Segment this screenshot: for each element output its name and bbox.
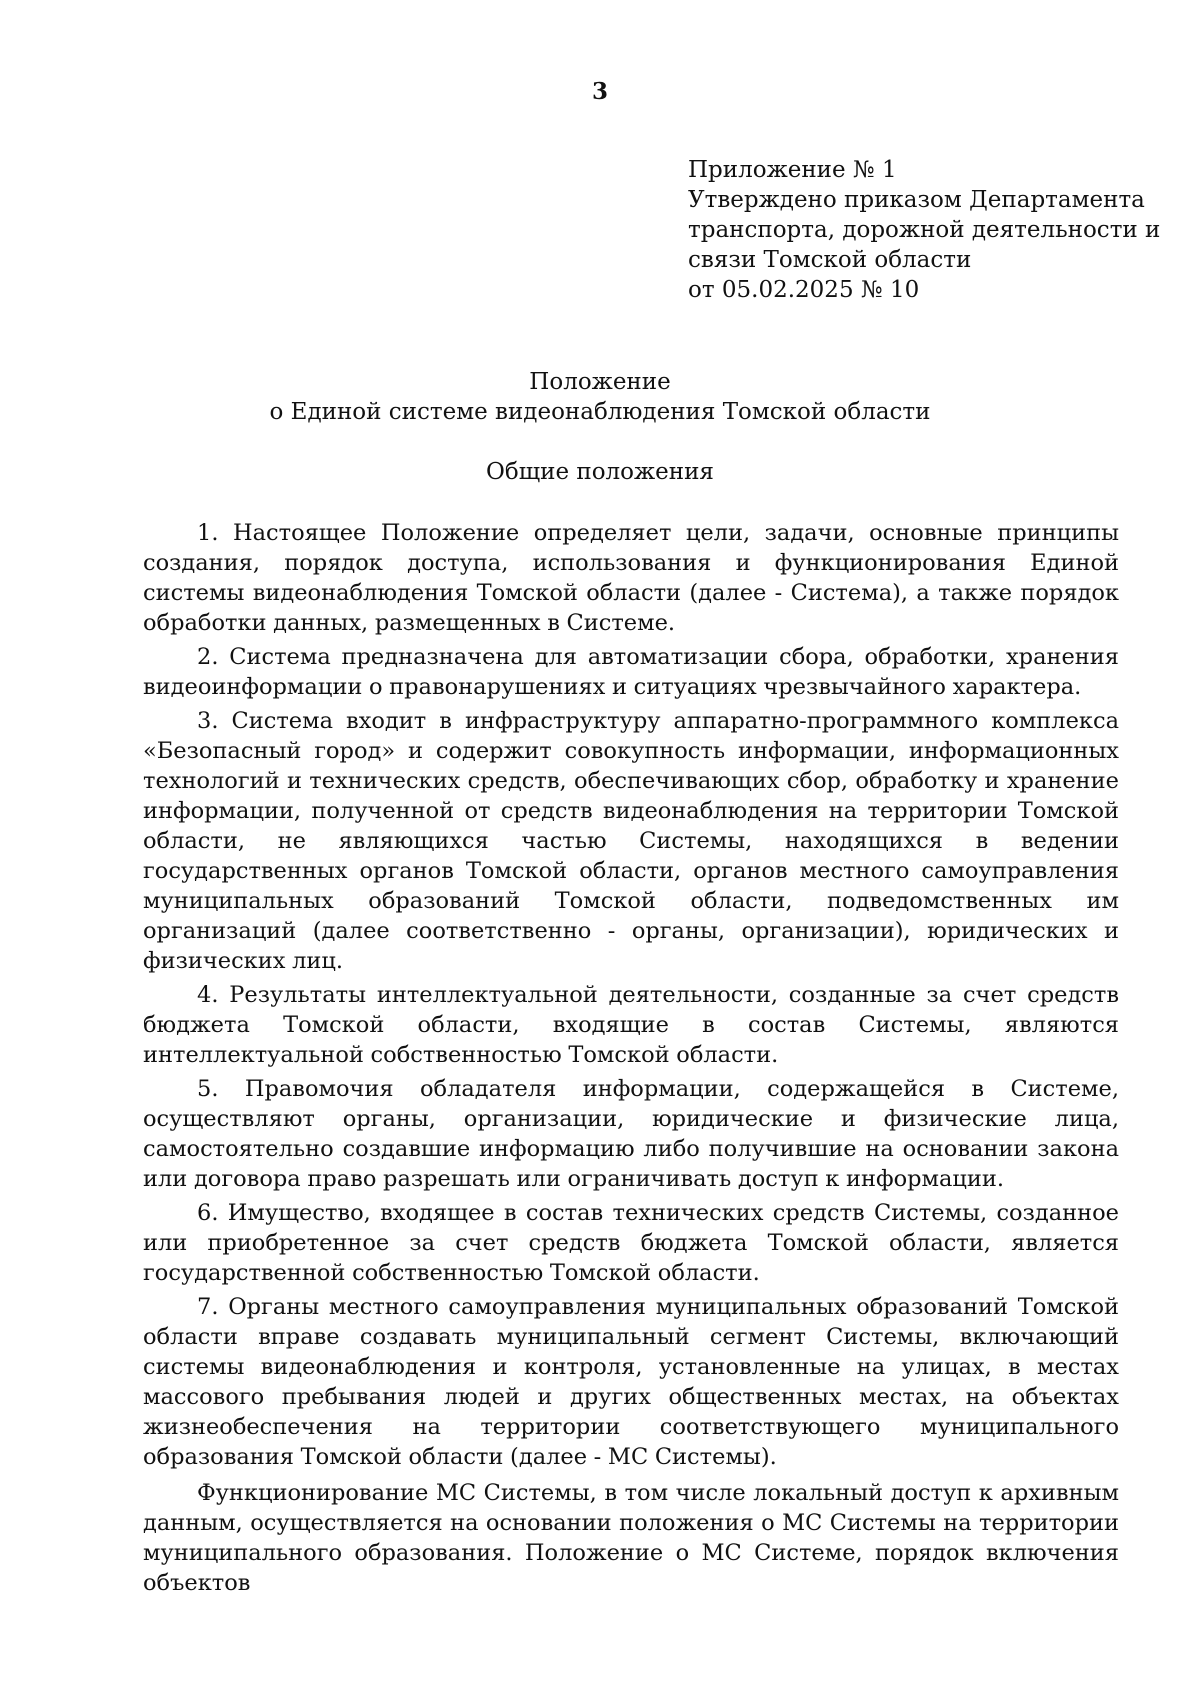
paragraph: 5. Правомочия обладателя информации, содержащейся в Системе, осуществляют органы, организации, юридические и физические лица, самостоятельно создавшие информацию либо получившие на основании закона или договора право разрешать или ограничивать доступ к информации. <box>143 1076 1119 1192</box>
document-title-line: о Единой системе видеонаблюдения Томской области <box>269 399 931 425</box>
paragraph: 4. Результаты интеллектуальной деятельности, созданные за счет средств бюджета Томской области, входящие в состав Системы, являются интеллектуальной собственностью Томской области. <box>143 982 1119 1068</box>
document-title-line: Положение <box>529 369 671 395</box>
appendix-line: Утверждено приказом Департамента <box>688 187 1145 213</box>
document-body <box>143 518 1119 1598</box>
paragraph: 2. Система предназначена для автоматизации сбора, обработки, хранения видеоинформации о правонарушениях и ситуациях чрезвычайного характера. <box>143 644 1119 700</box>
appendix-line: транспорта, дорожной деятельности и <box>688 217 1161 243</box>
document-title <box>0 367 1200 427</box>
paragraph: 3. Система входит в инфраструктуру аппаратно-программного комплекса «Безопасный город» и содержит совокупность информации, информационных технологий и технических средств, обеспечивающих сбор, обработку и хранение информации, полученной от средств видеонаблюдения на территории Томской области, не являющихся частью Системы, находящихся в ведении государственных органов Томской области, органов местного самоуправления муниципальных образований Томской области, подведомственных им организаций (далее соответственно - органы, организации), юридических и физических лиц. <box>143 708 1119 974</box>
paragraph: 7. Органы местного самоуправления муниципальных образований Томской области вправе создавать муниципальный сегмент Системы, включающий системы видеонаблюдения и контроля, установленные на улицах, в местах массового пребывания людей и других общественных местах, на объектах жизнеобеспечения на территории соответствующего муниципального образования Томской области (далее - МС Системы). <box>143 1294 1119 1470</box>
paragraph: 1. Настоящее Положение определяет цели, задачи, основные принципы создания, порядок доступа, использования и функционирования Единой системы видеонаблюдения Томской области (далее - Система), а также порядок обработки данных, размещенных в Системе. <box>143 520 1119 636</box>
page-number: 3 <box>591 78 608 105</box>
appendix-line: связи Томской области <box>688 247 972 273</box>
appendix-line: Приложение № 1 <box>688 157 897 183</box>
paragraph: 6. Имущество, входящее в состав технических средств Системы, созданное или приобретенное за счет средств бюджета Томской области, является государственной собственностью Томской области. <box>143 1200 1119 1286</box>
appendix-line: от 05.02.2025 № 10 <box>688 277 920 303</box>
paragraph: Функционирование МС Системы, в том числе локальный доступ к архивным данным, осуществляется на основании положения о МС Системы на территории муниципального образования. Положение о МС Системе, порядок включения объектов <box>143 1480 1119 1596</box>
appendix-approval-block <box>688 155 1160 305</box>
section-heading: Общие положения <box>486 459 714 485</box>
